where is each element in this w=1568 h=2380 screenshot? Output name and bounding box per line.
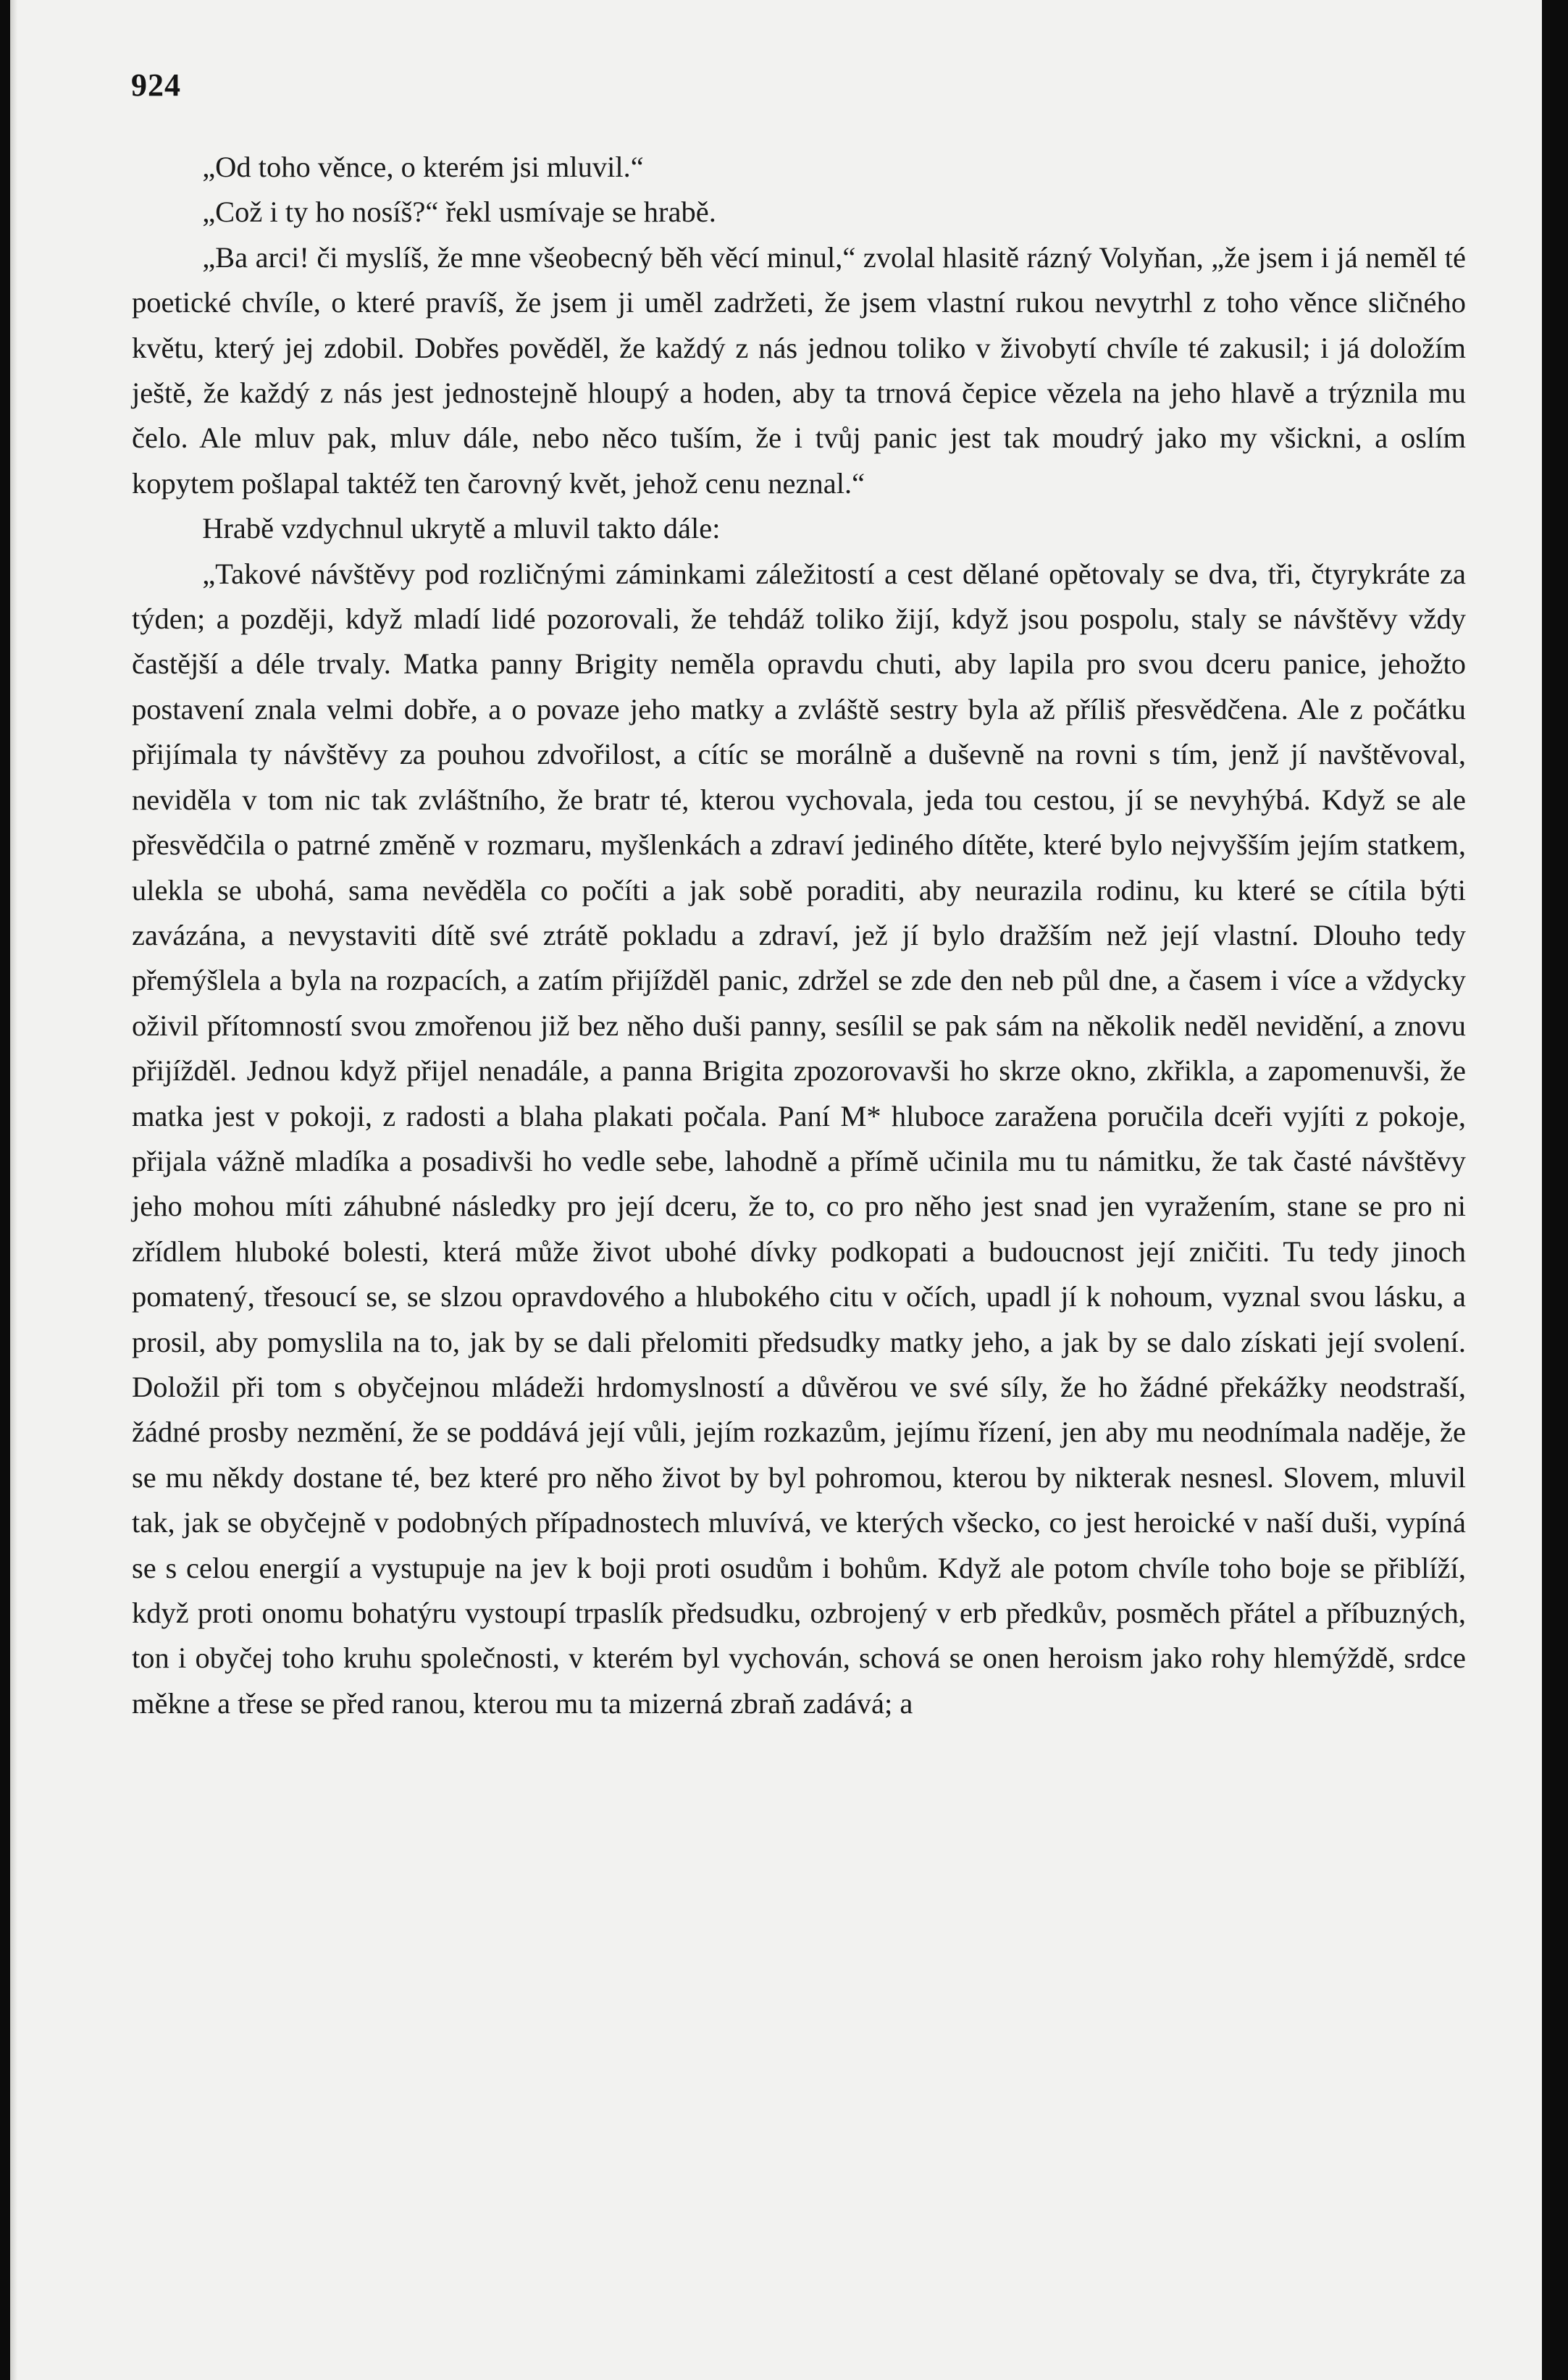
book-page <box>10 0 1542 2380</box>
paragraph: „Ba arci! či myslíš, že mne všeobecný běh věcí minul,“ zvolal hlasitě rázný Volyňan, „že jsem i já neměl té poetické chvíle, o které pravíš, že jsem ji uměl zadržeti, že jsem vlastní rukou nevytrhl z toho věnce sličného květu, který jej zdobil. Dobřes pověděl, že každý z nás jednou toliko v živobytí chvíle té zakusil; i já doložím ještě, že každý z nás jest jednostejně hloupý a hoden, aby ta trnová čepice vězela na jeho hlavě a trýznila mu čelo. Ale mluv pak, mluv dále, nebo něco tuším, že i tvůj panic jest tak moudrý jako my všickni, a oslím kopytem pošlapal taktéž ten čarovný květ, jehož cenu neznal.“ <box>132 240 1466 500</box>
body-text <box>132 145 1466 1726</box>
paragraph: „Od toho věnce, o kterém jsi mluvil.“ <box>202 151 644 183</box>
paragraph: „Což i ty ho nosíš?“ řekl usmívaje se hrabě. <box>202 195 716 229</box>
paragraph: Hrabě vzdychnul ukrytě a mluvil takto dále: <box>202 512 721 545</box>
paragraph: „Takové návštěvy pod rozličnými záminkami záležitostí a cest dělané opětovaly se dva, tři, čtyrykráte za týden; a později, když mladí lidé pozorovali, že tehdáž toliko žijí, když jsou pospolu, staly se návštěvy vždy častější a déle trvaly. Matka panny Brigity neměla opravdu chuti, aby lapila pro svou dceru panice, jehožto postavení znala velmi dobře, a o povaze jeho matky a zvláště sestry byla až příliš přesvědčena. Ale z počátku přijímala ty návštěvy za pouhou zdvořilost, a cítíc se morálně a duševně na rovni s tím, jenž jí navštěvoval, neviděla v tom nic tak zvláštního, že bratr té, kterou vychovala, jeda tou cestou, jí se nevyhýbá. Když se ale přesvědčila o patrné změně v rozmaru, myšlenkách a zdraví jediného dítěte, které bylo nejvyšším jejím statkem, ulekla se ubohá, sama nevěděla co počíti a jak sobě poraditi, aby neurazila rodinu, ku které se cítila býti zavázána, a nevystaviti dítě své ztrátě pokladu a zdraví, jež jí bylo dražším než její vlastní. Dlouho tedy přemýšlela a byla na rozpacích, a zatím přijížděl panic, zdržel se zde den neb půl dne, a časem i více a vždycky oživil přítomností svou zmořenou již bez něho duši panny, sesílil se pak sám na několik neděl nevidění, a znovu přijížděl. Jednou když přijel nenadále, a panna Brigita zpozorovavši ho skrze okno, zkřikla, a zapomenuvši, že matka jest v pokoji, z radosti a blaha plakati počala. Paní M* hluboce zaražena poručila dceři vyjíti z pokoje, přijala vážně mladíka a posadivši ho vedle sebe, lahodně a přímě učinila mu tu námitku, že tak časté návštěvy jeho mohou míti záhubné následky pro její dceru, že to, co pro něho jest snad jen vyražením, stane se pro ni zřídlem hluboké bolesti, která může život ubohé dívky podkopati a budoucnost její zničiti. Tu tedy jinoch pomatený, třesoucí se, se slzou opravdového a hlubokého citu v očích, upadl jí k nohoum, vyznal svou lásku, a prosil, aby pomyslila na to, jak by se dali přelomiti předsudky matky jeho, a jak by se dalo získati její svolení. Doložil při tom s obyčejnou mládeži hrdomyslností a důvěrou ve své síly, že ho žádné překážky neodstraší, žádné prosby nezmění, že se poddává její vůli, jejím rozkazům, jejímu řízení, jen aby mu neodnímala naděje, že se mu někdy dostane té, bez které pro něho život by byl pohromou, kterou by nikterak nesnesl. Slovem, mluvil tak, jak se obyčejně v podobných případnostech mluvívá, ve kterých všecko, co jest heroické v naší duši, vypíná se s celou energií a vystupuje na jev k boji proti osudům i bohům. Když ale potom chvíle toho boje se přiblíží, když proti onomu bohatýru vystoupí trpaslík předsudku, ozbrojený v erb předkův, posměch přátel a příbuzných, ton i obyčej toho kruhu společnosti, v kterém byl vychován, schová se onen heroism jako rohy hlemýždě, srdce měkne a třese se před ranou, kterou mu ta mizerná zbraň zadává; a <box>132 557 1466 1720</box>
page-number: 924 <box>131 67 181 103</box>
